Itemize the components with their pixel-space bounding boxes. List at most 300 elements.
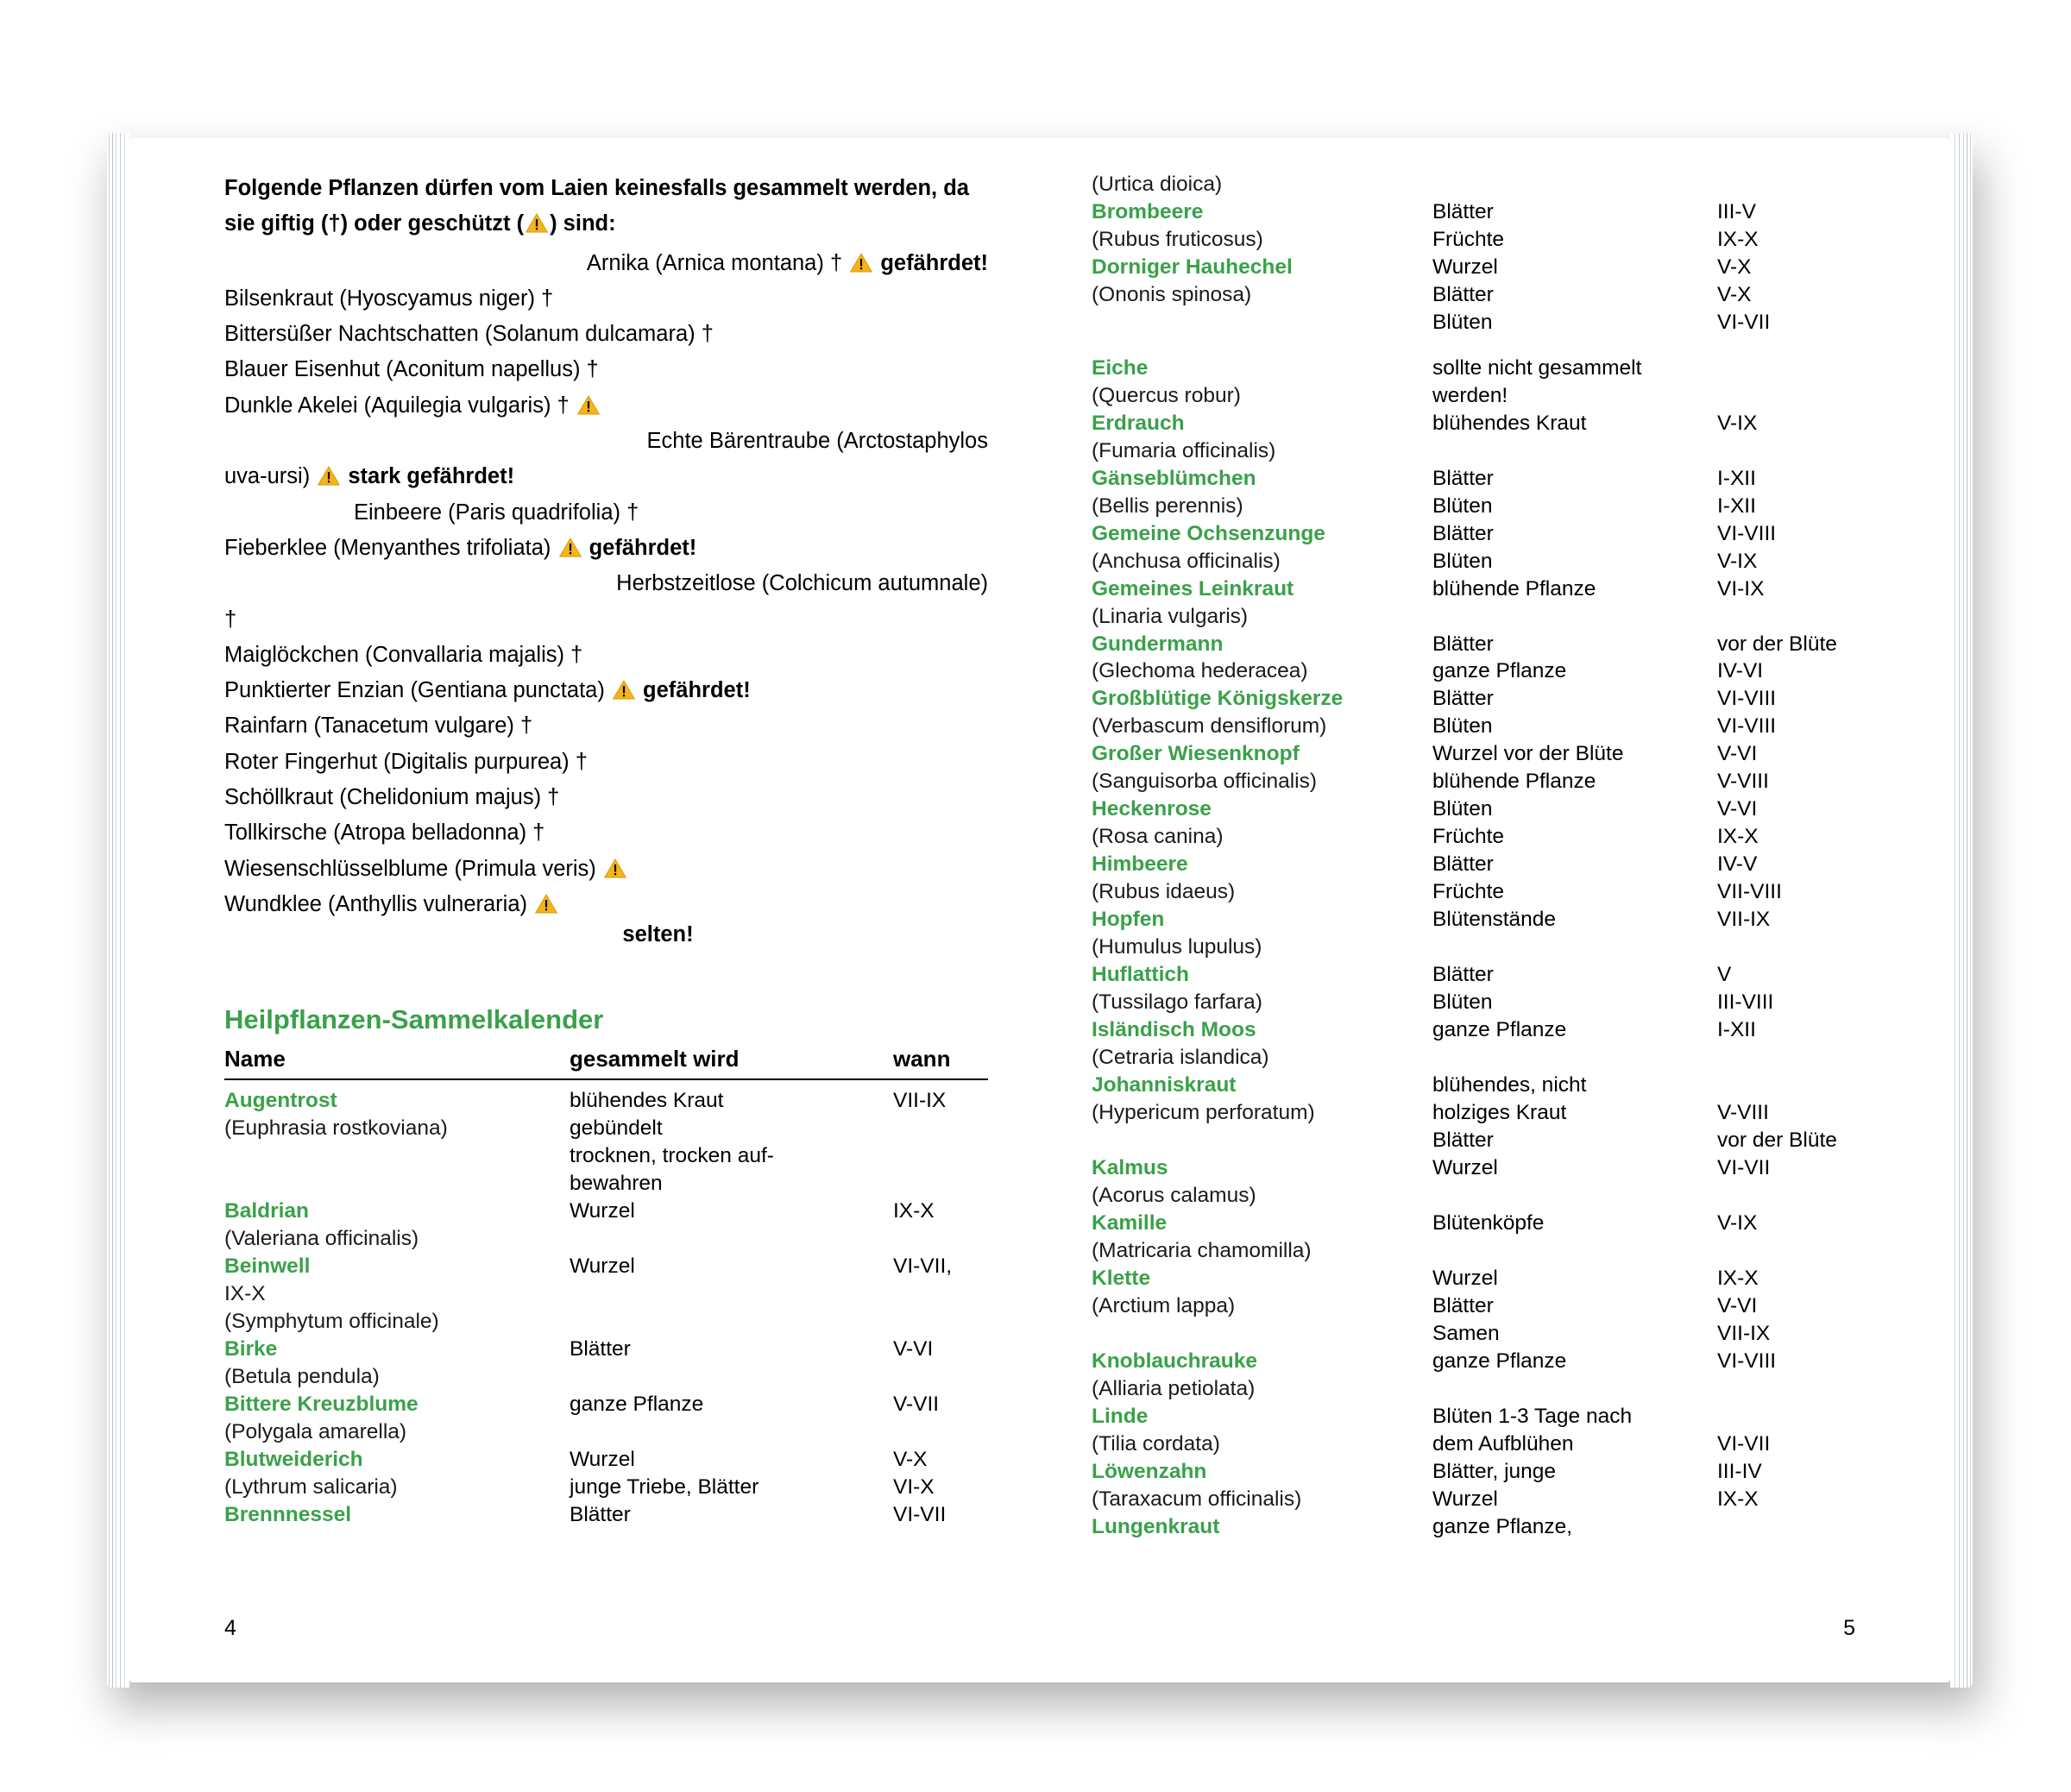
collection-months — [893, 1363, 988, 1391]
calendar-table-body-right — [1092, 171, 1855, 1540]
collected-part: Blüten — [1432, 797, 1493, 821]
collected-part: Wurzel — [1432, 1266, 1498, 1290]
plant-common-name: Isländisch Moos — [1092, 1018, 1256, 1042]
calendar-row — [224, 1198, 988, 1225]
collection-months: III-V — [1717, 199, 1756, 223]
toxic-plant-entry — [224, 388, 988, 424]
calendar-row — [1092, 1072, 1855, 1099]
collection-months: III-IV — [1717, 1459, 1762, 1483]
plant-common-name: Johanniskraut — [1092, 1073, 1237, 1097]
calendar-row — [224, 1474, 988, 1501]
collection-months: VI-IX — [1717, 576, 1765, 600]
collection-months: V-X — [893, 1447, 928, 1471]
collected-part: Früchte — [1432, 880, 1505, 904]
plant-common-name: Klette — [1092, 1266, 1151, 1290]
collected-part — [570, 1280, 893, 1308]
calendar-row — [1092, 1265, 1855, 1292]
plant-common-name: Brennnessel — [224, 1502, 352, 1526]
collected-part: Blätter — [1432, 1128, 1494, 1152]
toxic-plant-name: Bilsenkraut (Hyoscyamus niger) † — [224, 286, 554, 311]
collected-part: ganze Pflanze — [1432, 659, 1567, 683]
calendar-row — [224, 1225, 988, 1253]
collection-months: IX-X — [1717, 825, 1759, 849]
plant-common-name: Knoblauchrauke — [1092, 1349, 1257, 1373]
collection-months: V-VIII — [1717, 770, 1769, 794]
collected-part — [570, 1363, 893, 1391]
calendar-row — [224, 1336, 988, 1363]
plant-latin-name — [224, 1142, 570, 1170]
collected-part — [1432, 1237, 1717, 1265]
collection-months — [1717, 1182, 1855, 1210]
collection-months — [893, 1280, 988, 1308]
collection-months: VI-VIII — [1717, 687, 1777, 711]
calendar-row — [1092, 1016, 1855, 1044]
collected-part — [1432, 437, 1717, 465]
collection-months — [1717, 355, 1855, 382]
column-header-when: wann — [893, 1046, 951, 1072]
footnote-selten: selten! — [622, 922, 694, 947]
collection-months: VI-VII — [1717, 1155, 1771, 1179]
toxic-plant-name: Rainfarn (Tanacetum vulgare) † — [224, 714, 533, 739]
plant-latin-name: (Humulus lupulus) — [1092, 935, 1262, 959]
calendar-row — [1092, 768, 1855, 795]
toxic-plant-entry — [224, 246, 988, 281]
warning-triangle-icon — [559, 538, 582, 557]
calendar-row — [1092, 851, 1855, 878]
collection-months — [893, 1115, 988, 1142]
calendar-row — [1092, 437, 1855, 465]
collection-months — [1717, 437, 1855, 465]
collection-months: III-VIII — [1717, 990, 1774, 1015]
calendar-row — [1092, 575, 1855, 603]
plant-common-name: Großer Wiesenknopf — [1092, 742, 1300, 766]
calendar-row — [224, 1363, 988, 1391]
collected-part — [1432, 1375, 1717, 1403]
toxic-plant-entry — [224, 780, 988, 815]
collection-months: I-XII — [1717, 494, 1756, 518]
toxic-plant-entry — [224, 638, 988, 673]
collected-part: ganze Pflanze — [1432, 1349, 1567, 1373]
collection-months — [1717, 1072, 1855, 1099]
collected-part: dem Aufblühen — [1432, 1431, 1574, 1456]
collected-part: ganze Pflanze — [1432, 1018, 1567, 1042]
warning-triangle-icon — [604, 858, 626, 878]
warning-triangle-icon — [535, 894, 557, 914]
collected-part: Blätter — [1432, 199, 1494, 223]
plant-latin-name: (Sanguisorba officinalis) — [1092, 770, 1318, 794]
collected-part: Blätter — [1432, 466, 1494, 490]
plant-latin-name: (Euphrasia rostkoviana) — [224, 1116, 448, 1141]
collected-part: blühendes Kraut — [1432, 411, 1587, 435]
calendar-row — [1092, 1210, 1855, 1237]
collection-months — [893, 1170, 988, 1198]
plant-common-name: Blutweiderich — [224, 1447, 363, 1471]
plant-common-name: Brombeere — [1092, 199, 1204, 223]
toxic-plant-entry — [224, 495, 988, 531]
calendar-row — [224, 1308, 988, 1336]
plant-common-name: Lungenkraut — [1092, 1514, 1220, 1538]
collection-months — [893, 1418, 988, 1446]
collection-months: V — [1717, 963, 1732, 987]
toxic-plant-entry — [224, 852, 988, 887]
collection-months: IX-X — [1717, 227, 1759, 251]
collected-part: Blätter — [570, 1336, 631, 1361]
collection-months: vor der Blüte — [1717, 1128, 1837, 1152]
toxic-plant-entry — [224, 815, 988, 851]
protection-status: gefährdet! — [589, 535, 697, 560]
calendar-table-header — [224, 1046, 988, 1080]
plant-latin-name — [224, 1170, 570, 1198]
collected-part: werden! — [1432, 383, 1508, 407]
collection-months — [893, 1225, 988, 1253]
toxic-plant-name: Dunkle Akelei (Aquilegia vulgaris) † — [224, 393, 570, 418]
collected-part: Blüten 1-3 Tage nach — [1432, 1404, 1633, 1428]
collection-months: VII-IX — [1717, 908, 1771, 932]
collected-part: Blätter — [1432, 687, 1494, 711]
protection-status: gefährdet! — [643, 678, 751, 703]
collected-part: Wurzel — [570, 1199, 635, 1223]
collection-months: VI-VII — [1717, 310, 1771, 334]
calendar-row — [1092, 226, 1855, 254]
plant-common-name: Gemeines Leinkraut — [1092, 576, 1294, 600]
plant-common-name: Birke — [224, 1336, 278, 1361]
plant-common-name: Bittere Kreuzblume — [224, 1392, 419, 1416]
warning-triangle-icon — [613, 680, 635, 700]
plant-latin-name: (Hypericum perforatum) — [1092, 1100, 1315, 1124]
calendar-row — [1092, 1182, 1855, 1210]
collected-part: Blätter — [1432, 632, 1494, 656]
collected-part: Blätter — [570, 1502, 631, 1526]
toxic-plant-name: Blauer Eisenhut (Aconitum napellus) † — [224, 357, 599, 382]
calendar-row — [1092, 1486, 1855, 1513]
collection-months — [1717, 1044, 1855, 1072]
calendar-row — [1092, 685, 1855, 713]
calendar-row — [1092, 657, 1855, 685]
calendar-row — [1092, 309, 1855, 336]
collection-months: I-XII — [1717, 466, 1756, 490]
collected-part: Blütenstände — [1432, 908, 1557, 932]
collection-months: V-IX — [1717, 549, 1758, 573]
collection-months — [1717, 603, 1855, 631]
toxic-plant-entry — [224, 424, 988, 459]
calendar-table-body-left — [224, 1087, 988, 1529]
plant-latin-name: (Lythrum salicaria) — [224, 1474, 398, 1499]
collected-part: junge Triebe, Blätter — [570, 1474, 759, 1499]
toxic-plant-entry — [224, 352, 988, 387]
plant-latin-name: (Symphytum officinale) — [224, 1309, 439, 1333]
toxic-plant-entry — [224, 281, 988, 317]
collection-months: VI-VII — [1717, 1431, 1771, 1456]
intro-text-tail: ) sind: — [550, 211, 616, 236]
collection-months: VI-VII, — [893, 1254, 953, 1279]
plant-common-name: Großblütige Königskerze — [1092, 687, 1344, 711]
plant-common-name: Eiche — [1092, 355, 1149, 380]
toxic-plant-name: † — [224, 607, 237, 632]
left-page — [129, 138, 1040, 1682]
calendar-row — [1092, 795, 1855, 823]
toxic-protected-plant-list — [224, 246, 988, 923]
collected-part: Wurzel — [570, 1447, 635, 1471]
plant-latin-name: (Matricaria chamomilla) — [1092, 1238, 1312, 1262]
plant-latin-name: (Acorus calamus) — [1092, 1183, 1256, 1207]
calendar-row — [1092, 631, 1855, 658]
collection-months: VI-VII — [893, 1502, 947, 1526]
collected-part: Blätter — [1432, 852, 1494, 877]
warning-triangle-icon — [318, 466, 340, 486]
plant-latin-name: (Anchusa officinalis) — [1092, 549, 1281, 573]
collected-part: Früchte — [1432, 825, 1505, 849]
plant-common-name: Löwenzahn — [1092, 1459, 1207, 1483]
plant-common-name: Himbeere — [1092, 852, 1188, 877]
calendar-row — [224, 1501, 988, 1529]
plant-common-name: Kalmus — [1092, 1155, 1168, 1179]
toxic-plant-name: Punktierter Enzian (Gentiana punctata) — [224, 678, 605, 703]
calendar-row — [1092, 1375, 1855, 1403]
toxic-plant-name: Tollkirsche (Atropa belladonna) † — [224, 821, 545, 846]
toxic-plant-entry — [224, 459, 988, 494]
open-book — [129, 138, 1950, 1682]
collection-months — [1717, 1403, 1855, 1430]
collection-months — [1717, 934, 1855, 961]
toxic-plant-name: Einbeere (Paris quadrifolia) † — [354, 500, 639, 525]
row-spacer — [1092, 336, 1855, 355]
toxic-plant-name: Herbstzeitlose (Colchicum autumnale) — [616, 571, 988, 596]
calendar-row — [224, 1391, 988, 1418]
warning-triangle-icon — [526, 213, 548, 233]
collection-months: V-X — [1717, 255, 1752, 279]
calendar-row — [1092, 410, 1855, 437]
collection-months: V-IX — [1717, 1210, 1758, 1235]
plant-latin-name: (Alliaria petiolata) — [1092, 1376, 1256, 1400]
calendar-row — [1092, 171, 1855, 198]
right-page — [1040, 138, 1950, 1682]
collected-part: Blüten — [1432, 714, 1493, 739]
collected-part: Blätter — [1432, 1293, 1494, 1317]
plant-common-name: Gemeine Ochsenzunge — [1092, 521, 1325, 545]
collection-months: V-VIII — [1717, 1100, 1769, 1124]
protection-status: stark gefährdet! — [348, 464, 515, 489]
collected-part — [570, 1308, 893, 1336]
plant-latin-name: (Ononis spinosa) — [1092, 282, 1252, 306]
calendar-row — [1092, 1458, 1855, 1486]
collection-months — [1717, 171, 1855, 198]
collected-part: gebündelt — [570, 1116, 663, 1141]
collection-months: IX-X — [1717, 1487, 1759, 1511]
plant-common-name: Gänseblümchen — [1092, 466, 1256, 490]
plant-latin-name: (Linaria vulgaris) — [1092, 604, 1249, 628]
collected-part — [1432, 1182, 1717, 1210]
plant-common-name: Hopfen — [1092, 908, 1165, 932]
toxic-plant-entry — [224, 887, 988, 922]
collected-part: ganze Pflanze, — [1432, 1514, 1573, 1538]
calendar-row — [1092, 1403, 1855, 1430]
collection-months: IX-X — [1717, 1266, 1759, 1290]
collected-part: Blüten — [1432, 549, 1493, 573]
collected-part: Wurzel vor der Blüte — [1432, 742, 1624, 766]
plant-latin-name — [1092, 1127, 1432, 1154]
collected-part: sollte nicht gesammelt — [1432, 355, 1642, 380]
page-edge-left — [107, 133, 129, 1688]
collection-months — [1717, 1237, 1855, 1265]
calendar-row — [1092, 1513, 1855, 1541]
calendar-row — [1092, 934, 1855, 961]
collection-months: vor der Blüte — [1717, 632, 1837, 656]
collected-part — [1432, 603, 1717, 631]
plant-common-name: Gundermann — [1092, 632, 1224, 656]
warning-triangle-icon — [850, 253, 872, 273]
collection-months — [893, 1308, 988, 1336]
plant-latin-name: (Fumaria officinalis) — [1092, 438, 1276, 462]
collected-part — [1432, 1044, 1717, 1072]
collected-part: blühende Pflanze — [1432, 770, 1596, 794]
calendar-row — [1092, 961, 1855, 989]
plant-latin-name: (Rosa canina) — [1092, 825, 1224, 849]
collected-part: blühendes Kraut — [570, 1089, 724, 1113]
section-title-sammelkalender: Heilpflanzen-Sammelkalender — [224, 1004, 604, 1035]
calendar-row — [1092, 254, 1855, 281]
collection-months — [1717, 382, 1855, 410]
calendar-row — [1092, 1292, 1855, 1320]
calendar-row — [224, 1170, 988, 1198]
calendar-row — [1092, 1320, 1855, 1348]
plant-latin-name: (Verbascum densiflorum) — [1092, 714, 1327, 739]
collection-months — [1717, 1375, 1855, 1403]
toxic-plant-entry — [224, 531, 988, 566]
toxic-plant-name: Wundklee (Anthyllis vulneraria) — [224, 891, 528, 916]
plant-latin-name: (Taraxacum officinalis) — [1092, 1487, 1302, 1511]
collected-part — [1432, 934, 1717, 961]
calendar-row — [1092, 1430, 1855, 1458]
plant-latin-name: (Tilia cordata) — [1092, 1431, 1220, 1456]
warning-triangle-icon — [577, 395, 600, 415]
plant-common-name: Huflattich — [1092, 963, 1189, 987]
collection-months: VI-X — [893, 1474, 935, 1499]
plant-common-name: Beinwell — [224, 1254, 311, 1279]
collection-months: VII-IX — [1717, 1321, 1771, 1345]
collected-part: holziges Kraut — [1432, 1100, 1567, 1124]
plant-common-name: Heckenrose — [1092, 797, 1212, 821]
collected-part: Blütenköpfe — [1432, 1210, 1545, 1235]
calendar-row — [1092, 520, 1855, 548]
page-edge-right — [1950, 133, 1973, 1688]
toxic-plant-name: Fieberklee (Menyanthes trifoliata) — [224, 535, 551, 560]
calendar-row — [1092, 465, 1855, 493]
plant-latin-name: (Rubus idaeus) — [1092, 880, 1236, 904]
intro-text: Folgende Pflanzen dürfen vom Laien keinesfalls gesammelt werden, da sie giftig (†) oder geschützt ( — [224, 176, 969, 236]
collection-months: V-VII — [893, 1392, 940, 1416]
toxic-plant-entry — [224, 566, 988, 601]
calendar-row — [224, 1142, 988, 1170]
calendar-row — [1092, 603, 1855, 631]
toxic-plant-name: Echte Bärentraube (Arctostaphylos — [646, 429, 988, 454]
plant-common-name: Erdrauch — [1092, 411, 1185, 435]
collected-part: Blätter — [1432, 963, 1494, 987]
collection-months: V-VI — [1717, 1293, 1758, 1317]
plant-common-name: Linde — [1092, 1404, 1149, 1428]
plant-common-name: Kamille — [1092, 1210, 1168, 1235]
plant-latin-name: (Bellis perennis) — [1092, 494, 1243, 518]
calendar-row — [1092, 906, 1855, 934]
column-header-collected: gesammelt wird — [570, 1046, 740, 1072]
calendar-row — [1092, 493, 1855, 520]
calendar-row — [224, 1280, 988, 1308]
plant-latin-name: (Valeriana officinalis) — [224, 1227, 419, 1251]
collected-part: Wurzel — [1432, 255, 1498, 279]
toxic-plant-name: uva-ursi) — [224, 464, 311, 489]
calendar-row — [1092, 1044, 1855, 1072]
plant-latin-name: (Tussilago farfara) — [1092, 990, 1262, 1015]
protection-status: gefährdet! — [880, 250, 988, 275]
collected-part — [570, 1225, 893, 1253]
plant-common-name: Dorniger Hauhechel — [1092, 255, 1293, 279]
plant-latin-name: (Cetraria islandica) — [1092, 1046, 1269, 1070]
collection-months: V-VI — [893, 1336, 934, 1361]
calendar-row — [1092, 1237, 1855, 1265]
plant-latin-name — [1092, 1320, 1432, 1348]
plant-latin-name: (Arctium lappa) — [1092, 1293, 1236, 1317]
toxic-plant-name: Bittersüßer Nachtschatten (Solanum dulcamara) † — [224, 322, 714, 347]
intro-paragraph — [224, 171, 988, 242]
collection-months: IV-VI — [1717, 659, 1764, 683]
calendar-row — [1092, 548, 1855, 575]
plant-common-name: Augentrost — [224, 1089, 337, 1113]
collected-part: Wurzel — [1432, 1155, 1498, 1179]
collected-part: Blüten — [1432, 494, 1493, 518]
collection-months: V-X — [1717, 282, 1752, 306]
plant-latin-name: (Rubus fruticosus) — [1092, 227, 1263, 251]
collected-part: Blüten — [1432, 310, 1493, 334]
page-number-left: 4 — [224, 1616, 236, 1640]
toxic-plant-name: Maiglöckchen (Convallaria majalis) † — [224, 642, 583, 667]
collected-part: blühende Pflanze — [1432, 576, 1596, 600]
collected-part: Wurzel — [570, 1254, 635, 1279]
calendar-row — [224, 1253, 988, 1280]
calendar-row — [224, 1087, 988, 1115]
toxic-plant-entry — [224, 745, 988, 780]
calendar-row — [1092, 1099, 1855, 1127]
collection-months: VI-VIII — [1717, 714, 1777, 739]
collected-part: Früchte — [1432, 227, 1505, 251]
plant-latin-name: (Urtica dioica) — [1092, 173, 1223, 196]
collected-part: trocknen, trocken auf- — [570, 1144, 774, 1168]
collection-months — [1717, 1513, 1855, 1541]
calendar-row — [1092, 878, 1855, 906]
calendar-row — [1092, 713, 1855, 740]
page-number-right: 5 — [1843, 1616, 1855, 1640]
calendar-row — [1092, 355, 1855, 382]
collection-months: V-VI — [1717, 797, 1758, 821]
toxic-plant-name: Schöllkraut (Chelidonium majus) † — [224, 785, 560, 810]
collection-months: IV-V — [1717, 852, 1758, 877]
collected-part: Blätter, junge — [1432, 1459, 1557, 1483]
toxic-plant-entry — [224, 708, 988, 744]
calendar-row — [1092, 198, 1855, 226]
collection-months: I-XII — [1717, 1018, 1756, 1042]
collected-part: Blätter — [1432, 521, 1494, 545]
collected-part — [570, 1418, 893, 1446]
collected-part — [1432, 171, 1717, 198]
plant-latin-name: (Glechoma hederacea) — [1092, 659, 1308, 683]
collected-part: bewahren — [570, 1172, 663, 1196]
collection-months: IX-X — [893, 1199, 935, 1223]
calendar-row — [1092, 989, 1855, 1016]
calendar-row — [1092, 382, 1855, 410]
collected-part: Wurzel — [1432, 1487, 1498, 1511]
plant-latin-name: (Polygala amarella) — [224, 1419, 407, 1443]
collected-part: ganze Pflanze — [570, 1392, 704, 1416]
calendar-row — [1092, 1154, 1855, 1182]
collection-months: VI-VIII — [1717, 1349, 1777, 1373]
